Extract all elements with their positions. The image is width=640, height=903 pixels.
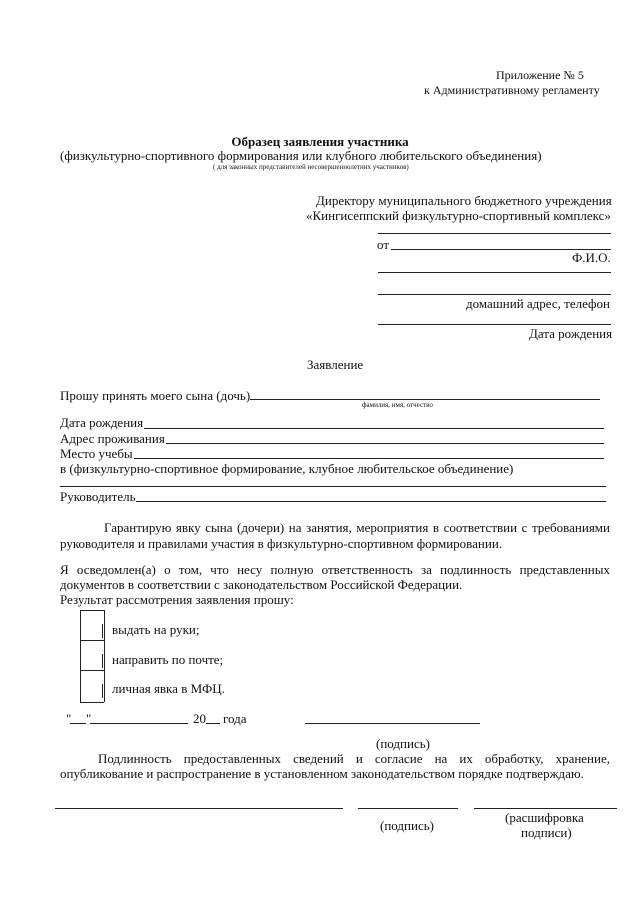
bottom-decoding-field[interactable] [474, 808, 617, 809]
fio-label: Ф.И.О. [572, 250, 611, 265]
signature-field[interactable] [305, 723, 480, 724]
statement-heading: Заявление [307, 357, 364, 372]
leader-label: Руководитель [60, 489, 136, 504]
date-month-field[interactable] [90, 723, 188, 724]
year-suffix: года [223, 711, 247, 726]
school-field[interactable] [134, 458, 604, 459]
address-field[interactable] [378, 294, 611, 295]
child-name-field[interactable] [250, 399, 600, 400]
document-note: ( для законных представителей несовершеннолетних участников) [213, 163, 409, 171]
birth-date-label-top: Дата рождения [529, 326, 613, 341]
consent-line-2: опубликование и распространение в установленном законодательством порядке подтверждаю. [60, 766, 584, 781]
option-mail-label: направить по почте; [112, 652, 224, 667]
guarantee-line-1: Гарантирую явку сына (дочери) на занятия, мероприятия в соответствии с требованиями [104, 520, 610, 535]
date-quote-close: " [86, 711, 92, 726]
birth-date-field-top[interactable] [378, 324, 611, 325]
school-label: Место учебы [60, 446, 133, 461]
fio-hint: фамилия, имя, отчество [362, 401, 433, 409]
decoding-label-line-1: (расшифровка [505, 810, 584, 825]
date-year-field[interactable] [206, 723, 220, 724]
consent-line-1: Подлинность предоставленных сведений и согласие на их обработку, хранение, [98, 751, 610, 766]
bottom-signature-field[interactable] [358, 808, 458, 809]
request-label: Прошу принять моего сына (дочь) [60, 388, 251, 403]
addressee-fio-line[interactable] [378, 272, 611, 273]
residence-label: Адрес проживания [60, 431, 165, 446]
awareness-line-1: Я осведомлен(а) о том, что несу полную ответственность за подлинность представленных [60, 562, 610, 577]
birth-date-field[interactable] [144, 428, 604, 429]
bottom-signature-label: (подпись) [380, 818, 434, 833]
decoding-label-line-2: подписи) [521, 825, 572, 840]
option-hand-label: выдать на руки; [112, 622, 200, 637]
result-label: Результат рассмотрения заявления прошу: [60, 592, 294, 607]
option-mfc-label: личная явка в МФЦ. [112, 681, 225, 696]
leader-field[interactable] [136, 501, 606, 502]
year-prefix: 20 [193, 711, 206, 726]
address-label: домашний адрес, телефон [466, 296, 610, 311]
formation-field[interactable] [60, 486, 606, 487]
birth-date-label: Дата рождения [60, 415, 144, 430]
formation-label: в (физкультурно-спортивное формирование, клубное любительское объединение) [60, 461, 514, 476]
awareness-line-2: документов в соответствии с законодательством Российской Федерации. [60, 577, 463, 592]
document-subtitle: (физкультурно-спортивного формирования или клубного любительского объединения) [60, 148, 542, 163]
date-day-field[interactable] [70, 723, 86, 724]
guarantee-line-2: руководителя и правилами участия в физкультурно-спортивном формировании. [60, 536, 503, 551]
from-label: от [377, 237, 390, 252]
signature-label: (подпись) [376, 736, 430, 751]
document-title: Образец заявления участника [231, 134, 409, 149]
bottom-date-field[interactable] [55, 808, 343, 809]
annex-reference: к Административному регламенту [424, 83, 600, 97]
date-quote-open: " [66, 711, 72, 726]
addressee-line-1: Директору муниципального бюджетного учреждения [316, 193, 612, 208]
addressee-line-2: «Кингисеппский физкультурно-спортивный комплекс» [306, 208, 611, 223]
addressee-blank-line [378, 233, 611, 234]
residence-field[interactable] [166, 443, 604, 444]
annex-number: Приложение № 5 [496, 68, 584, 82]
